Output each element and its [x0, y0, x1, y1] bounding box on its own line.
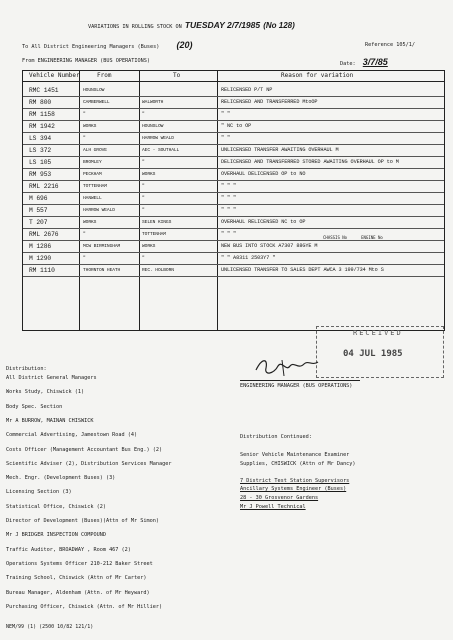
- reference: Reference 105/1/: [365, 42, 415, 48]
- vehicle-number-cell: RM 953: [29, 171, 52, 178]
- to-cell: [142, 85, 217, 96]
- chassis-engine-labels: [323, 235, 383, 240]
- reason-cell: " " ": [221, 195, 237, 201]
- vehicle-number-cell: RM 800: [29, 99, 52, 106]
- table-row: [23, 241, 444, 252]
- from-cell: ": [83, 232, 86, 237]
- distribution-item: 7 District Test Station Supervisors: [240, 477, 350, 484]
- distribution-item: Mr J Powell Technical: [240, 503, 306, 510]
- reason-cell: " NC to OP: [221, 123, 252, 129]
- reason-cell: " ": [221, 135, 231, 141]
- reason-cell: UNLICENSED TRANSFER AWAITING OVERHAUL M: [221, 147, 339, 153]
- distribution-item: Supplies, CHISWICK (Attn of Mr Dancy): [240, 460, 356, 467]
- from-cell: ": [83, 256, 86, 261]
- vehicle-number-cell: RML 2216: [29, 183, 59, 190]
- to-cell: HARROW WEALD: [142, 136, 174, 141]
- to-cell: HOUNSLOW: [142, 124, 164, 129]
- to-cell: WORKS: [142, 172, 156, 177]
- distribution-item: Works Study, Chiswick (1): [6, 389, 85, 396]
- from-cell: BROMLEY: [83, 160, 102, 165]
- table-row: [23, 97, 444, 108]
- vehicle-number-cell: RML 2676: [29, 231, 59, 238]
- received-label: RECEIVED: [353, 329, 403, 337]
- from-cell: PECKHAM: [83, 172, 102, 177]
- distribution-item: Scientific Adviser (2), Distribution Services Manager: [6, 460, 172, 467]
- received-stamp: [316, 326, 444, 378]
- distribution-item: Purchasing Officer, Chiswick (Attn. of Mr Hillier): [6, 603, 163, 610]
- row-rule: [23, 276, 444, 277]
- distribution-item: Training School, Chiswick (Attn of Mr Carter): [6, 575, 147, 582]
- table-row: [23, 145, 444, 156]
- to-cell: REC. HOLBORN: [142, 268, 174, 273]
- vehicle-number-cell: RM 1942: [29, 123, 55, 130]
- distribution-item: Senior Vehicle Maintenance Examiner: [240, 452, 350, 458]
- reason-cell: " ": [221, 111, 231, 117]
- title-prefix: VARIATIONS IN ROLLING STOCK ON: [88, 24, 182, 30]
- from-cell: ALH GROVE: [83, 148, 107, 153]
- reason-cell: NEW BUS INTO STOCK A7307 88GYE M: [221, 243, 318, 249]
- vehicle-number-cell: M 696: [29, 195, 48, 202]
- vehicle-number-cell: M 557: [29, 207, 48, 214]
- to-cell: ": [142, 112, 145, 117]
- distribution-continued-title: Distribution Continued:: [240, 434, 312, 440]
- variations-table: [22, 70, 445, 331]
- to-line: To All District Engineering Managers (Buses) (20): [22, 40, 193, 50]
- to-cell: ": [142, 208, 145, 213]
- to-cell: ": [142, 184, 145, 189]
- reason-cell: UNLICENSED TRANSFER TO SALES DEPT AWCA 3 199/734 Mto S: [221, 267, 384, 273]
- to-cell: WALWORTH: [142, 100, 164, 105]
- table-row: [23, 265, 444, 276]
- to-count-handwritten: (20): [176, 40, 193, 50]
- distribution-item: Licensing Section (3): [6, 489, 72, 496]
- signature-caption: ENGINEERING MANAGER (BUS OPERATIONS): [240, 383, 353, 389]
- to-cell: ": [142, 196, 145, 201]
- reason-cell: " " ": [221, 183, 237, 189]
- from-cell: WORKS: [83, 220, 97, 225]
- from-cell: HOUNSLOW: [83, 88, 105, 93]
- distribution-item: Mr A BURROW, MAINAN CHISWICK: [6, 417, 94, 424]
- distribution-item: Bureau Manager, Aldenham (Attn. of Mr Heyward): [6, 589, 150, 596]
- title-date-handwritten: TUESDAY 2/7/1985: [184, 20, 261, 30]
- from-cell: ": [83, 136, 86, 141]
- received-date: 04 JUL 1985: [343, 349, 403, 359]
- distribution-item: 28 - 30 Grosvenor Gardens: [240, 495, 319, 501]
- table-row: [23, 121, 444, 132]
- column-header-vehicle: Vehicle Number: [29, 72, 80, 79]
- table-row: [23, 109, 444, 120]
- column-header-to: To: [173, 72, 181, 79]
- from-cell: TOTTENHAM: [83, 184, 107, 189]
- to-cell: AEC - SOUTHALL: [142, 148, 180, 153]
- vehicle-number-cell: RMC 1451: [29, 87, 59, 94]
- table-row: [23, 253, 444, 264]
- reason-cell: " " A8311 2503Y7 ": [221, 255, 276, 261]
- table-row: [23, 217, 444, 228]
- distribution-continued-list: [240, 452, 440, 552]
- reason-cell: RELICENSED AND TRANSFERRED MtoOP: [221, 99, 318, 105]
- engine-label: ENGINE No: [361, 235, 383, 240]
- to-cell: WORKS: [142, 244, 156, 249]
- table-row: [23, 157, 444, 168]
- table-row: [23, 181, 444, 192]
- from-cell: CAMBERWELL: [83, 100, 110, 105]
- distribution-item: Ancillary Systems Engineer (Buses): [240, 486, 347, 493]
- distribution-item: Mr J BRIDGER INSPECTION COMPOUND: [6, 532, 106, 539]
- to-cell: SELEN KINGS: [142, 220, 172, 225]
- from-cell: HANWELL: [83, 196, 102, 201]
- date-field: Date: 3/7/85: [340, 57, 388, 67]
- distribution-item: Costs Officer (Management Accountant Bus Eng.) (2): [6, 446, 163, 453]
- from-cell: WORKS: [83, 124, 97, 129]
- footer-form-code: NEM/99 (1) (2500 10/82 121/1): [6, 624, 94, 630]
- vehicle-number-cell: M 1290: [29, 255, 52, 262]
- distribution-item: Operations Systems Officer 210-212 Baker Street: [6, 560, 153, 567]
- from-cell: MCW BIRMINGHAM: [83, 244, 121, 249]
- distribution-title: Distribution:: [6, 366, 47, 372]
- table-row: [23, 169, 444, 180]
- column-header-reason: Reason for variation: [281, 72, 354, 79]
- vehicle-number-cell: RM 1158: [29, 111, 55, 118]
- distribution-item: Mech. Engr. (Development Buses) (3): [6, 475, 116, 482]
- vehicle-number-cell: M 1286: [29, 243, 52, 250]
- title-number-handwritten: (No 128): [263, 21, 295, 30]
- table-row: [23, 193, 444, 204]
- to-cell: ": [142, 160, 145, 165]
- from-cell: THORNTON HEATH: [83, 268, 121, 273]
- distribution-item: Traffic Auditor, BROADWAY , Room 467 (2): [6, 546, 131, 553]
- reason-cell: " " ": [221, 207, 237, 213]
- reason-cell: OVERHAUL RELICENSED NC to OP: [221, 219, 306, 225]
- handwritten-signature: [252, 356, 322, 378]
- table-row: [23, 85, 444, 96]
- date-value: 3/7/85: [362, 57, 388, 67]
- from-cell: HARROW WEALD: [83, 208, 115, 213]
- vehicle-number-cell: LS 372: [29, 147, 52, 154]
- distribution-item: Statistical Office, Chiswick (2): [6, 503, 106, 510]
- table-row: [23, 133, 444, 144]
- vehicle-number-cell: LS 105: [29, 159, 52, 166]
- table-row: [23, 205, 444, 216]
- signature-line: [240, 380, 360, 381]
- distribution-item: All District General Managers: [6, 375, 97, 381]
- vehicle-number-cell: LS 394: [29, 135, 52, 142]
- reason-cell: DELICENSED AND TRANSFERRED STORED AWAITING OVERHAUL OP to M: [221, 159, 399, 165]
- distribution-item: Commercial Advertising, Jamestown Road (4): [6, 432, 138, 439]
- distribution-item: Director of Development (Buses)(Attn of Mr Simon): [6, 518, 160, 524]
- distribution-list: [6, 375, 226, 615]
- column-header-from: From: [97, 72, 112, 79]
- distribution-item: Body Spec. Section: [6, 403, 63, 410]
- to-cell: TOTTENHAM: [142, 232, 166, 237]
- reason-cell: " " ": [221, 231, 237, 237]
- to-cell: ": [142, 256, 145, 261]
- reason-cell: RELICENSED P/T NP: [221, 87, 273, 93]
- reason-cell: OVERHAUL DELICENSED OP to NO: [221, 171, 306, 177]
- chassis-label: CHASSIS No: [323, 235, 348, 240]
- vehicle-number-cell: RM 1110: [29, 267, 55, 274]
- from-line: From ENGINEERING MANAGER (BUS OPERATIONS): [22, 58, 151, 64]
- from-cell: ": [83, 112, 86, 117]
- vehicle-number-cell: T 207: [29, 219, 48, 226]
- form-title: [88, 20, 295, 30]
